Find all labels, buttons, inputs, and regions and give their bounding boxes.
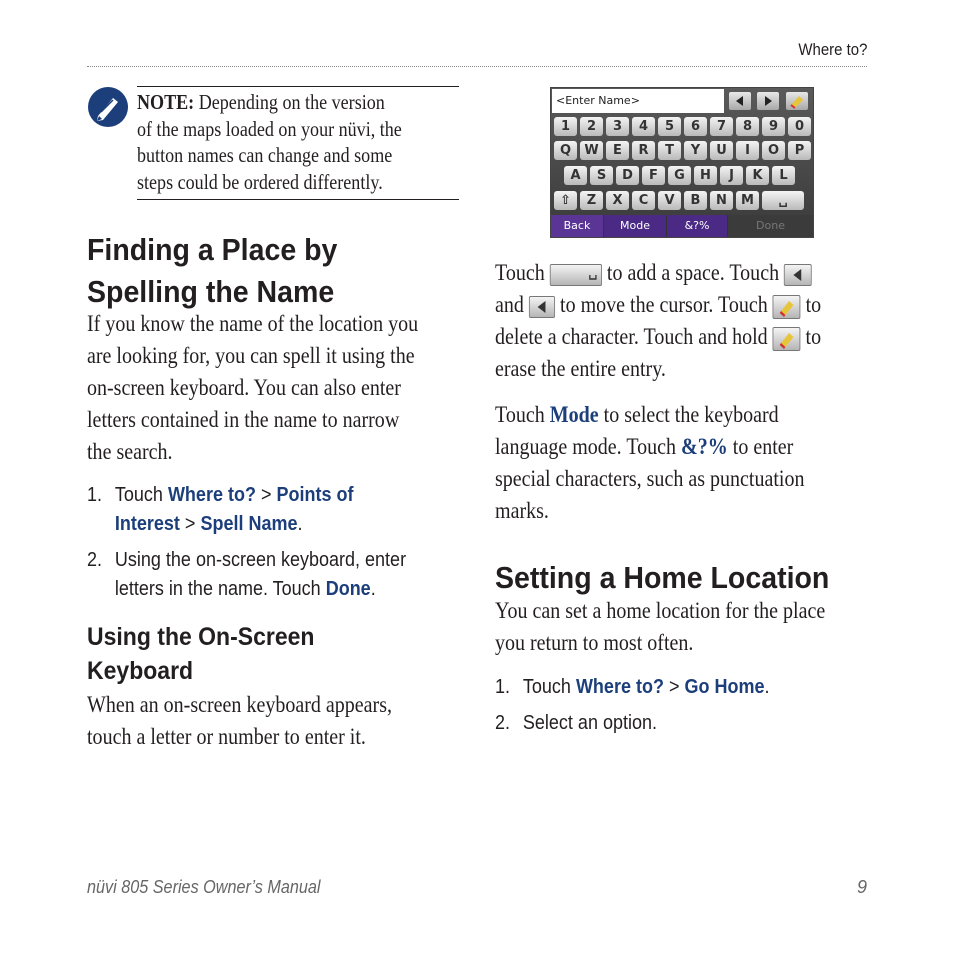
link-spell-name: Spell Name [200, 513, 298, 535]
kb-key: Y [684, 141, 707, 160]
section2-step-2: 2. Select an option. [495, 712, 657, 734]
arrow-left-icon [784, 264, 812, 286]
kb-bottom-bar [551, 215, 813, 237]
kb-key: S [590, 166, 613, 185]
kb-row-zxcv [554, 191, 804, 210]
running-header: Where to? [797, 40, 867, 59]
subsection-title-keyboard: Using the On-Screen Keyboard [87, 623, 315, 685]
kb-row-numbers [554, 117, 811, 136]
kb-key: W [580, 141, 603, 160]
kb-right-arrow-icon [757, 92, 779, 110]
link-go-home: Go Home [684, 676, 765, 698]
kb-key: 5 [658, 117, 681, 136]
kb-key: I [736, 141, 759, 160]
kb-key: R [632, 141, 655, 160]
kb-key: V [658, 191, 681, 210]
kb-back-button: Back [551, 215, 603, 237]
pencil-note-icon [87, 86, 129, 128]
kb-key: J [720, 166, 743, 185]
section1-body: If you know the name of the location you are looking for, you can spell it using the on-screen keyboard. You can also enter letters contained in the name to narrow the search. [87, 311, 419, 464]
header-dotted-rule [87, 66, 867, 67]
kb-key: M [736, 191, 759, 210]
link-where-to-2: Where to? [575, 676, 664, 698]
subsection-body: When an on-screen keyboard appears, touch a letter or number to enter it. [87, 692, 393, 749]
kb-key: Q [554, 141, 577, 160]
arrow-left-icon [529, 296, 555, 318]
kb-key: L [772, 166, 795, 185]
section-title-spelling: Finding a Place by Spelling the Name [87, 232, 338, 309]
kb-key: B [684, 191, 707, 210]
kb-key: 9 [762, 117, 785, 136]
section1-step-1: 1. Touch Where to? > Points of Interest > Spell Name. [87, 484, 354, 535]
kb-row-asdf [564, 166, 795, 185]
name-input-field: <Enter Name> [552, 89, 724, 113]
link-where-to: Where to? [167, 484, 256, 506]
link-done: Done [325, 578, 371, 600]
kb-key: U [710, 141, 733, 160]
section-title-home-location: Setting a Home Location [495, 560, 830, 595]
kb-key: 3 [606, 117, 629, 136]
keyboard-screenshot [550, 87, 814, 238]
space-key-icon [550, 264, 602, 286]
kb-key: D [616, 166, 639, 185]
note-text: NOTE: Depending on the version of the maps loaded on your nüvi, the button names can change and some steps could be ordered differently. [137, 90, 402, 194]
section1-step-2: 2. Using the on-screen keyboard, enter letters in the name. Touch Done. [87, 549, 407, 600]
kb-key: 2 [580, 117, 603, 136]
kb-key: G [668, 166, 691, 185]
kb-key: 8 [736, 117, 759, 136]
kb-mode-button: Mode [603, 215, 666, 237]
keyboard-help-para-2: Touch Mode to select the keyboard language mode. Touch &?% to enter special characters, such as punctuation marks. [495, 402, 805, 523]
kb-key: 1 [554, 117, 577, 136]
kb-key: N [710, 191, 733, 210]
kb-eraser-icon [786, 92, 808, 110]
keyboard-help-para-1: Touch to add a space. Touch and to move the cursor. Touch to delete a character. Touch and hold to erase the entire entry. [495, 260, 822, 381]
kb-key: 0 [788, 117, 811, 136]
kb-key: P [788, 141, 811, 160]
backspace-eraser-icon [773, 327, 801, 351]
kb-key: C [632, 191, 655, 210]
kb-left-arrow-icon [729, 92, 751, 110]
kb-row-qwerty [554, 141, 811, 160]
kb-done-button: Done [727, 215, 813, 237]
kb-key: H [694, 166, 717, 185]
mode-keyword: Mode [549, 402, 599, 427]
kb-key: 4 [632, 117, 655, 136]
kb-key: O [762, 141, 785, 160]
kb-key: X [606, 191, 629, 210]
kb-key: ⇧ [554, 191, 577, 210]
kb-key: Z [580, 191, 603, 210]
kb-key: ␣ [762, 191, 804, 210]
footer-manual-title: nüvi 805 Series Owner’s Manual [87, 877, 321, 897]
kb-key: 6 [684, 117, 707, 136]
section2-step-1: 1. Touch Where to? > Go Home. [495, 676, 770, 698]
link-points-of-interest: Points of [276, 484, 354, 506]
kb-key: E [606, 141, 629, 160]
kb-key: K [746, 166, 769, 185]
kb-key: F [642, 166, 665, 185]
footer-page-number: 9 [856, 877, 867, 897]
kb-symbols-button: &?% [666, 215, 727, 237]
note-label: NOTE: [137, 90, 195, 114]
symbols-keyword: &?% [681, 434, 728, 459]
section2-body: You can set a home location for the place you return to most often. [495, 598, 826, 655]
backspace-eraser-icon [773, 295, 801, 319]
kb-key: 7 [710, 117, 733, 136]
kb-key: A [564, 166, 587, 185]
kb-key: T [658, 141, 681, 160]
